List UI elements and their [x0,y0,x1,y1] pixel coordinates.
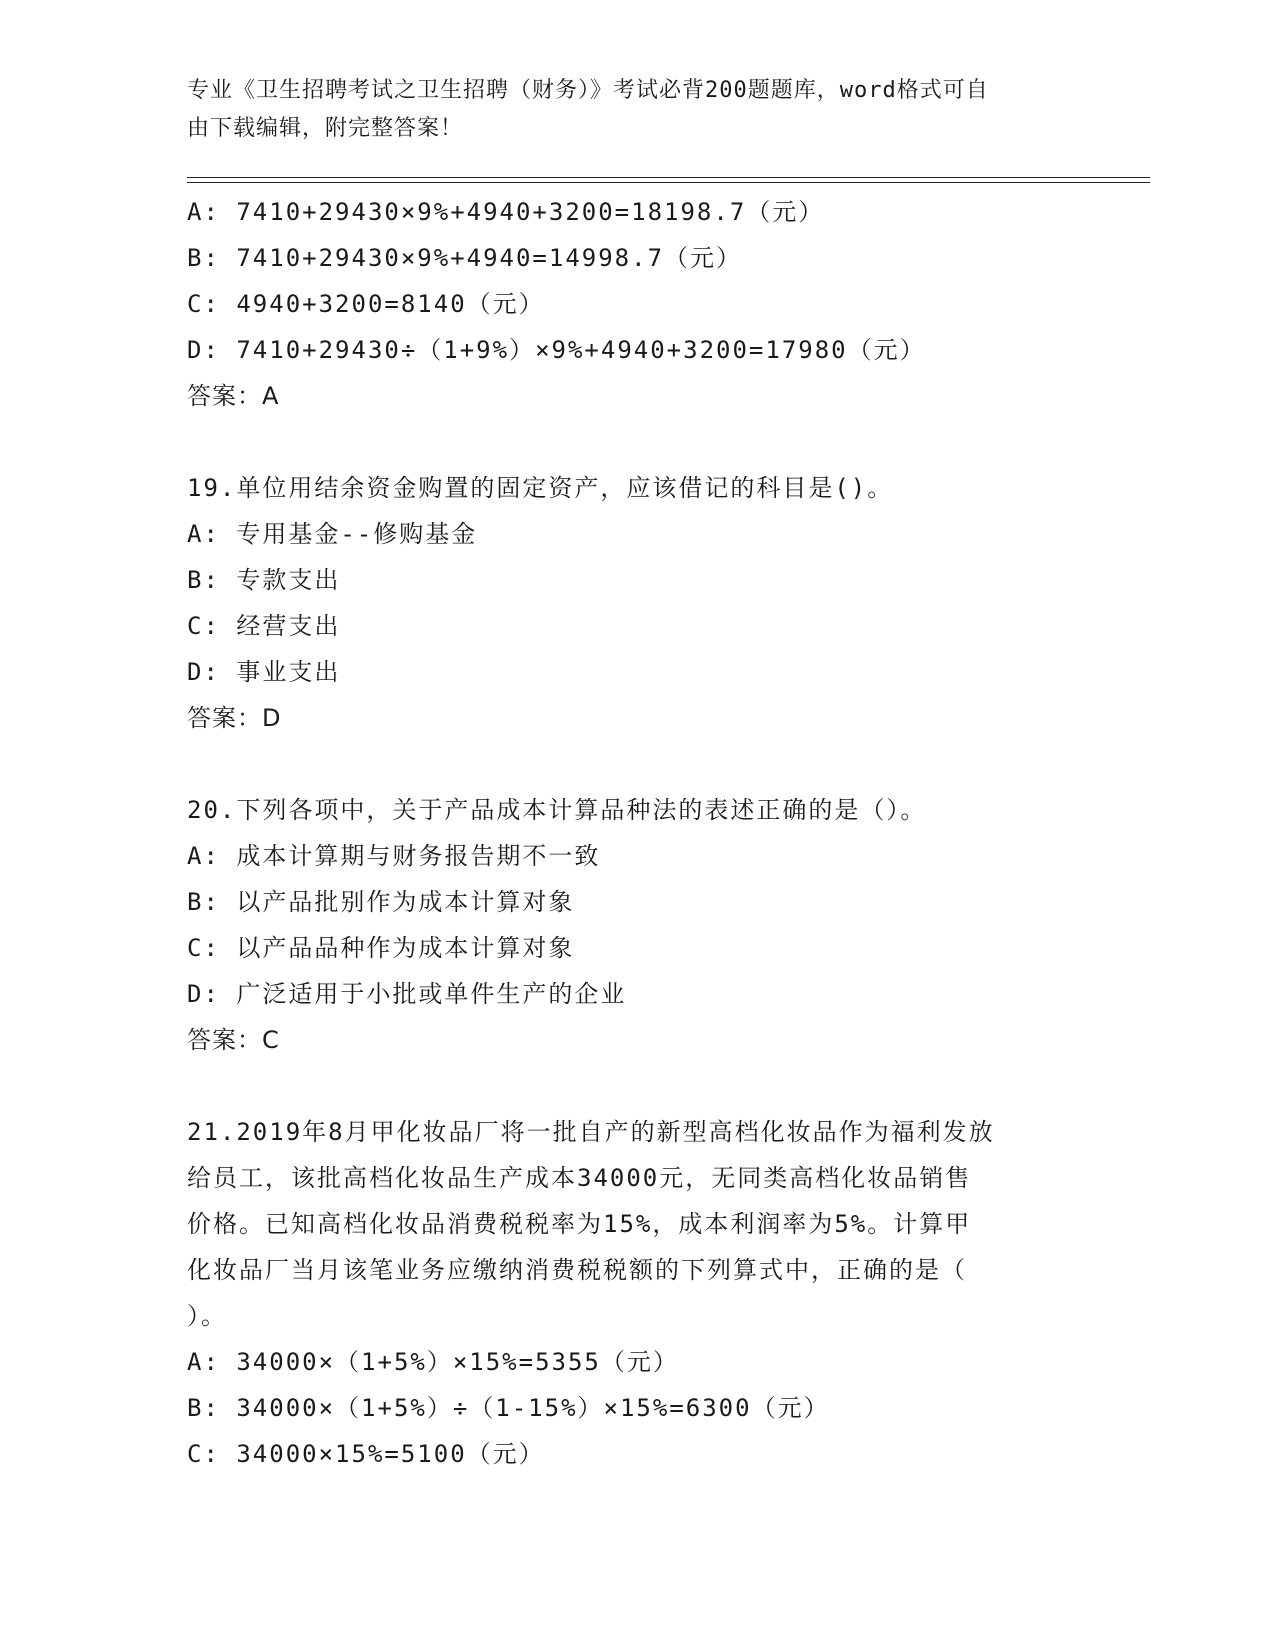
question-stem: 20.下列各项中，关于产品成本计算品种法的表述正确的是（）。 [187,796,927,824]
answer: 答案：D [187,704,282,732]
question-19 [187,465,1087,741]
header-line-1: 专业《卫生招聘考试之卫生招聘（财务）》考试必背200题题库，word格式可自 [187,78,989,103]
option-c: C: 34000×15%=5100（元） [187,1440,545,1468]
answer: 答案：C [187,1026,280,1054]
question-stem-line: 给员工，该批高档化妆品生产成本34000元，无同类高档化妆品销售 [187,1164,972,1192]
option-d: D: 7410+29430÷（1+9%）×9%+4940+3200=17980（元） [187,336,926,364]
spacer [187,1063,1087,1109]
question-21 [187,1109,1087,1477]
document-header [187,72,1087,148]
option-d: D: 广泛适用于小批或单件生产的企业 [187,980,627,1008]
option-c: C: 以产品品种作为成本计算对象 [187,934,575,962]
header-divider-bottom [187,182,1150,183]
option-d: D: 事业支出 [187,658,341,686]
option-a: A: 7410+29430×9%+4940+3200=18198.7（元） [187,198,825,226]
question-stem-line: 化妆品厂当月该笔业务应缴纳消费税税额的下列算式中，正确的是（ [187,1256,967,1284]
option-b: B: 7410+29430×9%+4940=14998.7（元） [187,244,743,272]
option-a: A: 成本计算期与财务报告期不一致 [187,842,601,870]
question-18-tail [187,189,1087,419]
option-c: C: 经营支出 [187,612,341,640]
question-20 [187,787,1087,1063]
option-b: B: 以产品批别作为成本计算对象 [187,888,575,916]
header-line-2: 由下载编辑，附完整答案！ [187,116,464,141]
spacer [187,741,1087,787]
question-stem-line: 21.2019年8月甲化妆品厂将一批自产的新型高档化妆品作为福利发放 [187,1118,995,1146]
question-stem: 19.单位用结余资金购置的固定资产，应该借记的科目是()。 [187,474,894,502]
option-a: A: 专用基金--修购基金 [187,520,478,548]
header-divider-top [187,177,1150,178]
option-b: B: 34000×（1+5%）÷（1-15%）×15%=6300（元） [187,1394,830,1422]
option-a: A: 34000×（1+5%）×15%=5355（元） [187,1348,679,1376]
question-stem-line: ）。 [187,1302,227,1330]
spacer [187,419,1087,465]
answer: 答案：A [187,382,280,410]
question-content [187,189,1087,1477]
option-b: B: 专款支出 [187,566,341,594]
question-stem-line: 价格。已知高档化妆品消费税税率为15%，成本利润率为5%。计算甲 [187,1210,972,1238]
option-c: C: 4940+3200=8140（元） [187,290,545,318]
